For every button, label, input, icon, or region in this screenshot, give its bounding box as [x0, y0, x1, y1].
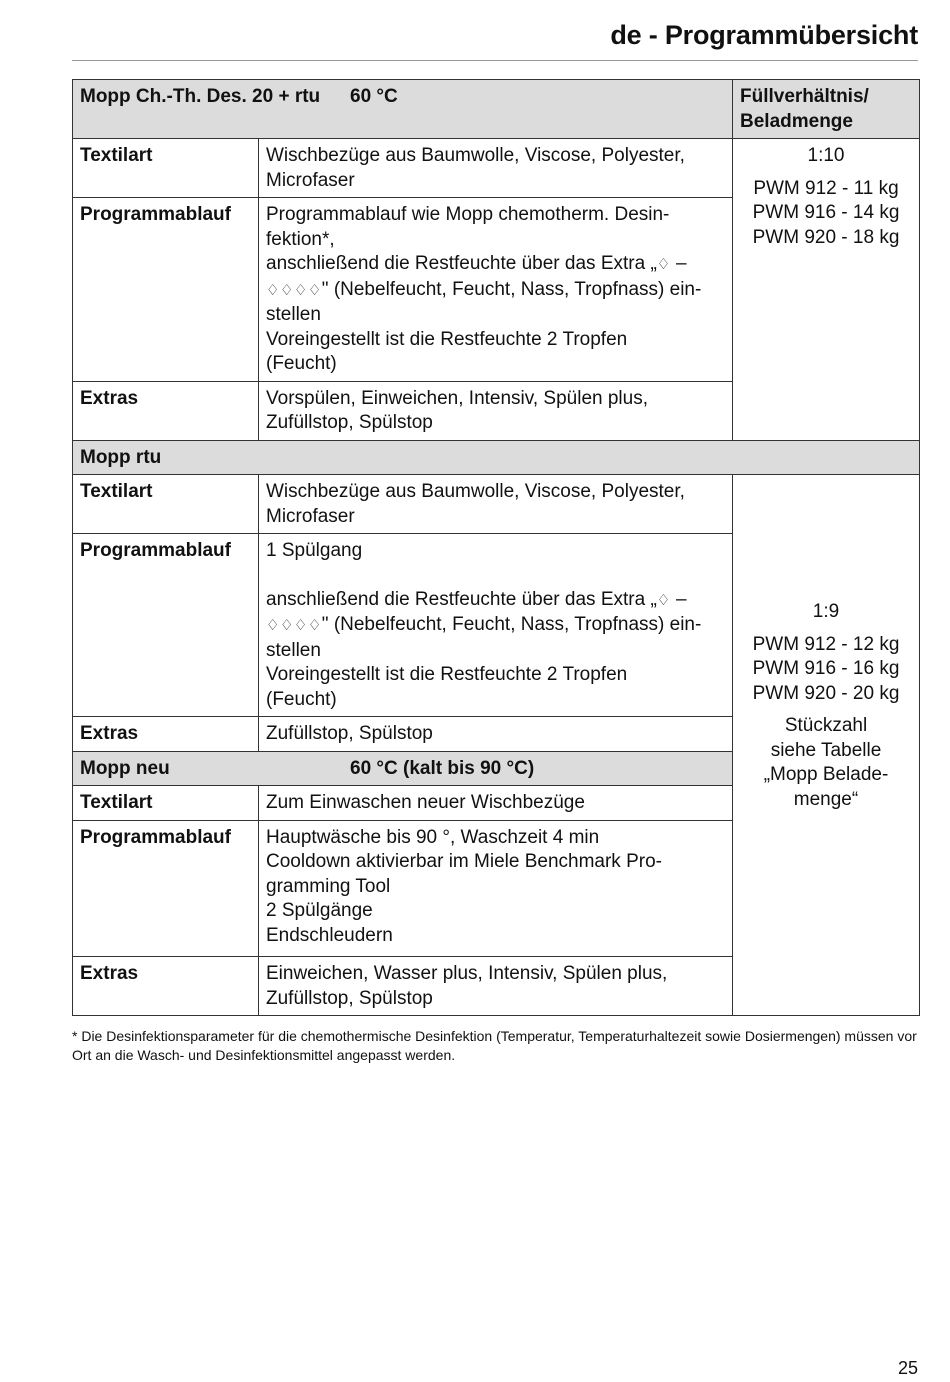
note-line: „Mopp Belade-: [763, 764, 889, 785]
row-value: [259, 534, 733, 717]
text-line: (Feucht): [266, 688, 337, 710]
row-value: [259, 820, 733, 957]
fill-ratio: 1:10: [807, 145, 845, 166]
text-line: stellen: [266, 639, 321, 661]
text-line: Voreingestellt ist die Restfeuchte 2 Tropfen: [266, 328, 628, 350]
text-line: 1 Spülgang: [266, 540, 363, 561]
four-drops-icon: ♢♢♢♢: [266, 617, 322, 634]
row-label: Programmablauf: [73, 534, 259, 717]
row-label: Textilart: [73, 786, 259, 821]
text-line: Hauptwäsche bis 90 °, Waschzeit 4 min: [266, 826, 600, 848]
text-line: 2 Spülgänge: [266, 900, 373, 921]
row-label: Extras: [73, 957, 259, 1016]
program-temperature: 60 °C (kalt bis 90 °C): [350, 757, 535, 779]
load-amount: PWM 920 - 20 kg: [752, 682, 900, 704]
text-line: stellen: [266, 304, 321, 325]
row-label: Programmablauf: [73, 820, 259, 957]
load-amount: PWM 912 - 12 kg: [752, 633, 900, 655]
text-line: Cooldown aktivierbar im Miele Benchmark Pro-: [266, 851, 662, 872]
program-table: [72, 79, 920, 1016]
load-amount: PWM 916 - 14 kg: [752, 202, 900, 223]
load-amount: PWM 916 - 16 kg: [752, 658, 900, 679]
four-drops-icon: ♢♢♢♢: [266, 281, 322, 299]
section-header: [73, 80, 733, 139]
text-line: [266, 278, 725, 304]
row-value: Wischbezüge aus Baumwolle, Viscose, Polyester, Microfaser: [259, 139, 733, 198]
text-fragment: anschließend die Restfeuchte über das Extra „: [266, 588, 657, 610]
section-header-row: [73, 80, 920, 139]
text-fragment: –: [670, 253, 687, 274]
fill-ratio-header: [733, 80, 920, 139]
fill-ratio-header-text: Füllverhältnis/ Beladmenge: [740, 86, 869, 132]
text-line: [266, 252, 725, 278]
text-fragment: " (Nebelfeucht, Feucht, Nass, Tropfnass) ein-: [321, 278, 702, 300]
text-line: fektion*,: [266, 228, 335, 250]
text-line: [266, 613, 725, 639]
program-name: Mopp Ch.-Th. Des. 20 + rtu: [80, 86, 321, 107]
row-label: Extras: [73, 717, 259, 752]
text-fragment: –: [670, 588, 687, 610]
text-fragment: " (Nebelfeucht, Feucht, Nass, Tropfnass) ein-: [321, 614, 702, 635]
row-label: Programmablauf: [73, 198, 259, 382]
table-row: [73, 475, 920, 534]
row-value: Vorspülen, Einweichen, Intensiv, Spülen plus, Zufüllstop, Spülstop: [259, 381, 733, 440]
program-name: Mopp rtu: [80, 446, 162, 468]
drop-icon: ♢: [656, 591, 671, 609]
row-label: Textilart: [73, 139, 259, 198]
section-header: [73, 751, 733, 786]
note-line: Stückzahl: [784, 715, 868, 736]
text-line: (Feucht): [266, 353, 337, 374]
fill-ratio: 1:9: [812, 601, 840, 622]
fill-ratio-cell: [733, 475, 920, 1016]
row-value: Einweichen, Wasser plus, Intensiv, Spülen plus, Zufüllstop, Spülstop: [259, 957, 733, 1016]
load-amount: PWM 920 - 18 kg: [752, 226, 900, 248]
program-temperature: 60 °C: [350, 86, 398, 107]
row-value: Wischbezüge aus Baumwolle, Viscose, Polyester, Microfaser: [259, 475, 733, 534]
text-line: Programmablauf wie Mopp chemotherm. Desin-: [266, 204, 670, 225]
row-label: Textilart: [73, 475, 259, 534]
page-header: [72, 14, 918, 61]
section-header-row: [73, 440, 920, 475]
section-header: [73, 440, 920, 475]
load-amount: PWM 912 - 11 kg: [753, 177, 899, 199]
footnote: * Die Desinfektionsparameter für die chemothermische Desinfektion (Temperatur, Temperaturhaltezeit sowie Dosiermengen) müssen vor Ort an die Wasch- und Desinfektionsmittel angepasst werden.: [72, 1028, 917, 1063]
text-line: gramming Tool: [266, 875, 391, 897]
row-value: Zum Einwaschen neuer Wischbezüge: [259, 786, 733, 821]
text-fragment: anschließend die Restfeuchte über das Extra „: [266, 253, 657, 274]
table-row: [73, 139, 920, 198]
drop-icon: ♢: [656, 256, 671, 273]
row-value: Zufüllstop, Spülstop: [259, 717, 733, 752]
row-label: Extras: [73, 381, 259, 440]
text-line: Endschleudern: [266, 924, 393, 946]
note-line: menge“: [793, 788, 859, 810]
page-title: de - Programmübersicht: [610, 20, 918, 50]
fill-ratio-cell: [733, 139, 920, 441]
note-line: siehe Tabelle: [770, 739, 882, 761]
row-value: [259, 198, 733, 382]
program-name: Mopp neu: [80, 757, 170, 779]
text-line: [266, 588, 725, 614]
page-number: 25: [897, 1358, 918, 1378]
text-line: Voreingestellt ist die Restfeuchte 2 Tropfen: [266, 664, 628, 685]
